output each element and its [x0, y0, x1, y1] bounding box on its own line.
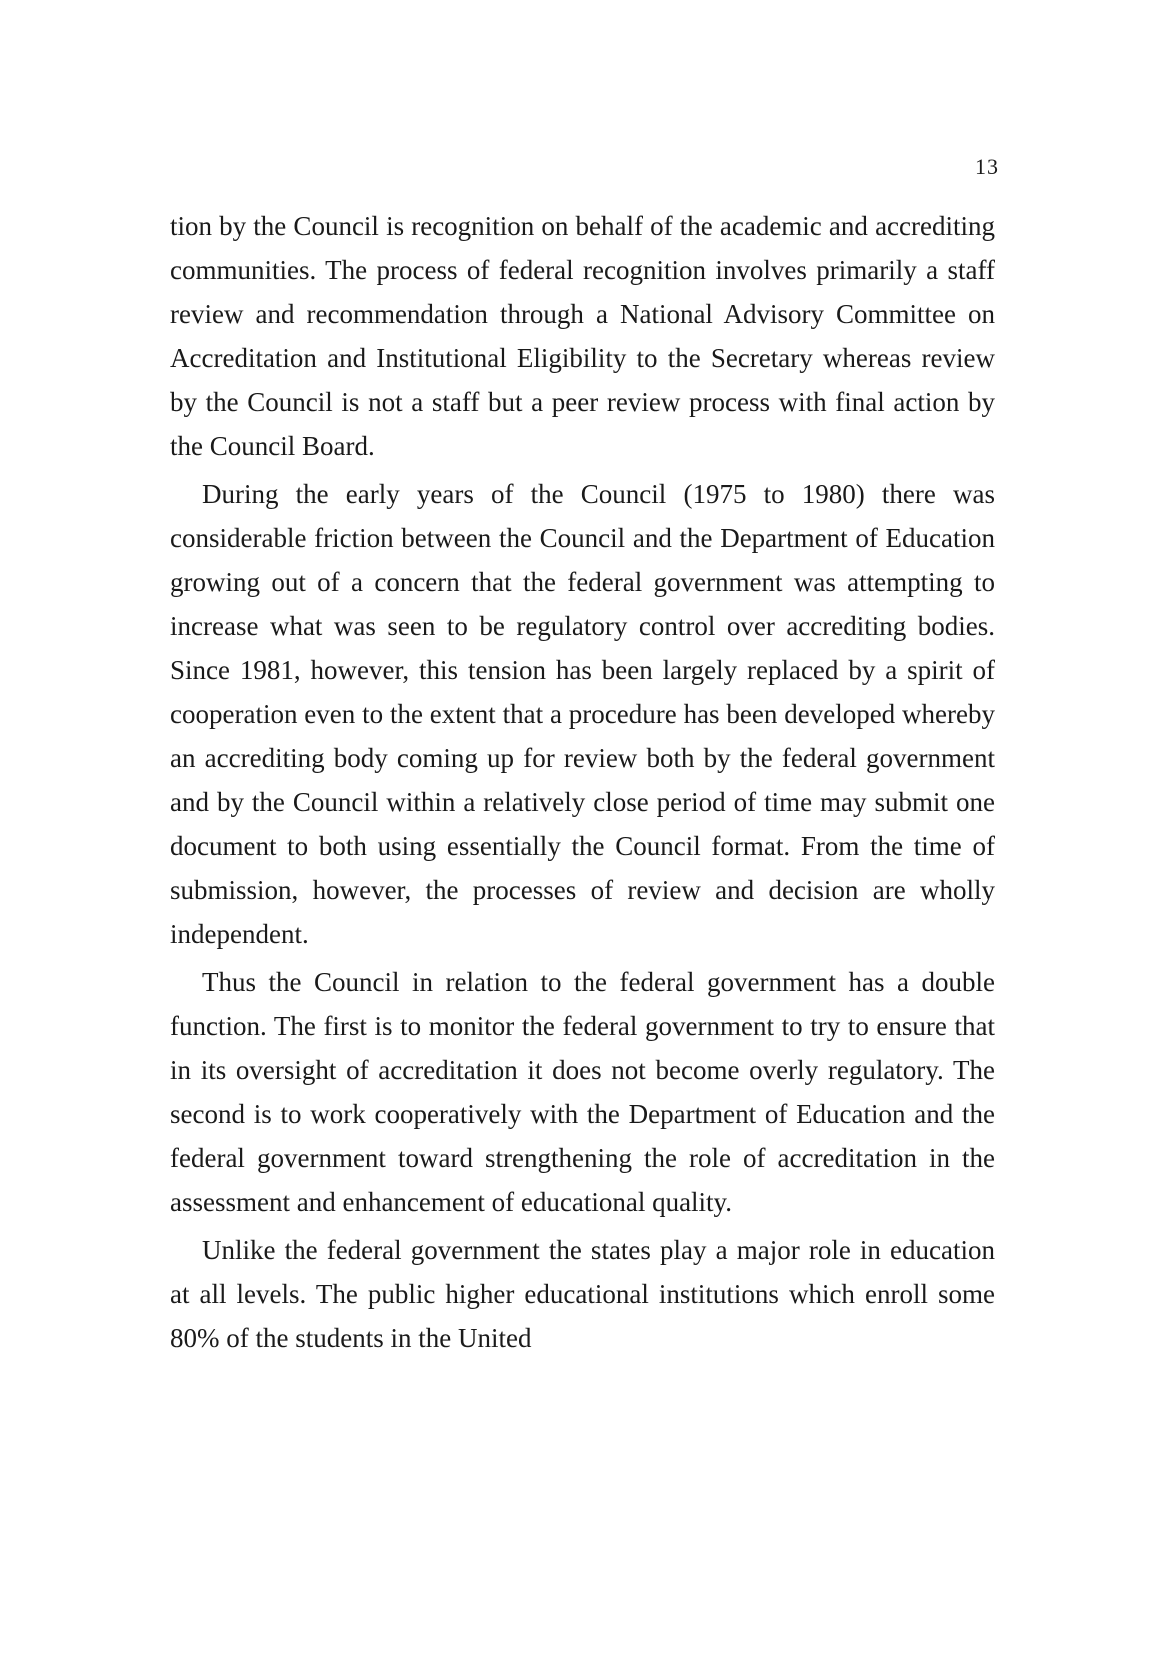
paragraph-states-role: Unlike the federal government the states play a major role in education at all levels. The public higher educational institutions which enroll some 80% of the students in the United [170, 1235, 995, 1353]
page-number: 13 [975, 154, 999, 179]
paragraph-continuation: tion by the Council is recognition on behalf of the academic and accrediting communities. The process of federal recognition involves primarily a staff review and recommendation through a National Advisory Committee on Accreditation and Institutional Eligibility to the Secretary whereas review by the Council is not a staff but a peer review process with final action by the Council Board. [170, 211, 995, 461]
paragraph-double-function: Thus the Council in relation to the federal government has a double function. The first is to monitor the federal government to try to ensure that in its oversight of accreditation it does not become overly regulatory. The second is to work cooperatively with the Department of Education and the federal government toward strengthening the role of accreditation in the assessment and enhancement of educational quality. [170, 967, 995, 1217]
body-text [170, 204, 995, 1360]
paragraph-early-years: During the early years of the Council (1975 to 1980) there was considerable friction between the Council and the Department of Education growing out of a concern that the federal government was attempting to increase what was seen to be regulatory control over accrediting bodies. Since 1981, however, this tension has been largely replaced by a spirit of cooperation even to the extent that a procedure has been developed whereby an accrediting body coming up for review both by the federal government and by the Council within a relatively close period of time may submit one document to both using essentially the Council format. From the time of submission, however, the processes of review and decision are wholly independent. [170, 479, 995, 949]
